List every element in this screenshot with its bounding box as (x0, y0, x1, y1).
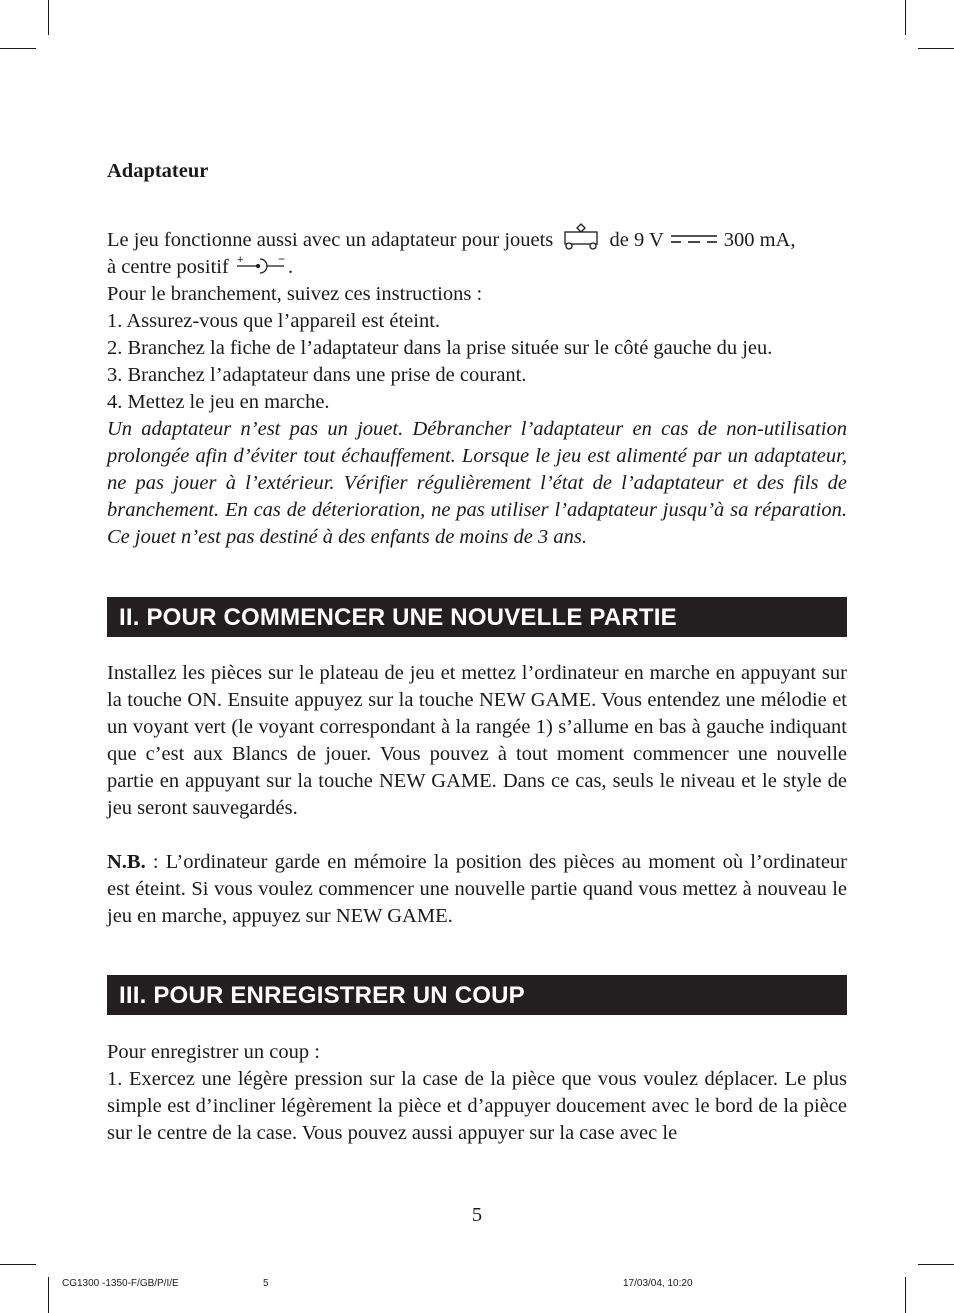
adapter-line-1-text: Le jeu fonctionne aussi avec un adaptateur pour jouets (107, 229, 554, 251)
center-positive-polarity-icon (234, 255, 288, 275)
crop-mark (48, 1277, 49, 1313)
adapter-line-1 (107, 222, 847, 254)
footer-ref: CG1300 -1350-F/GB/P/I/E (62, 1278, 179, 1289)
adapter-period: . (287, 256, 294, 278)
crop-mark (918, 48, 954, 49)
adapter-step: 1. Assurez-vous que l’appareil est éteint. (107, 310, 441, 332)
adapter-step: 2. Branchez la fiche de l’adaptateur dans la prise située sur le côté gauche du jeu. (107, 337, 773, 359)
footer-page: 5 (263, 1278, 269, 1289)
svg-text:−: − (277, 255, 285, 266)
adapter-warning: Un adaptateur n’est pas un jouet. Débrancher l’adaptateur en cas de non-utilisation prolongée afin d’éviter tout échauffement. Lorsque le jeu est alimenté par un adaptateur, ne pas jouer à l’extérieur. Vérifier régulièrement l’état de l’adaptateur et des fils de branchement. En cas de déterioration, ne pas utiliser l’adaptateur jusqu’à sa réparation. Ce jouet n’est pas destiné à des enfants de moins de 3 ans. (107, 418, 847, 548)
adapter-step: 4. Mettez le jeu en marche. (107, 391, 330, 413)
crop-mark (918, 1264, 954, 1265)
section-2-body: Installez les pièces sur le plateau de jeu et mettez l’ordinateur en marche en appuyant sur la touche ON. Ensuite appuyez sur la touche NEW GAME. Vous entendez une mélodie et un voyant vert (le voyant correspondant à la rangée 1) s’allume en bas à gauche indiquant que c’est aux Blancs de jouer. Vous pouvez à tout moment commencer une nouvelle partie en appuyant sur la touche NEW GAME. Dans ce cas, seuls le niveau et le style de jeu seront sauvegardés. (107, 662, 847, 819)
nb-label: N.B. (107, 851, 146, 873)
adapter-intro: Pour le branchement, suivez ces instructions : (107, 283, 483, 305)
crop-mark (48, 0, 49, 35)
adapter-line-2 (107, 254, 847, 281)
dc-current-icon (669, 231, 719, 247)
section-heading: II. POUR COMMENCER UNE NOUVELLE PARTIE (107, 597, 847, 637)
nb-paragraph (107, 849, 847, 930)
adapter-current-text: 300 mA, (723, 229, 796, 251)
page-content (107, 158, 847, 1147)
crop-mark (0, 48, 36, 49)
footer-date: 17/03/04, 10:20 (623, 1278, 693, 1289)
section-heading: III. POUR ENREGISTRER UN COUP (107, 975, 847, 1015)
adapter-heading: Adaptateur (107, 160, 209, 182)
svg-text:+: + (236, 255, 244, 266)
crop-mark (0, 1264, 36, 1265)
page-number: 5 (471, 1204, 483, 1226)
toy-transformer-icon (562, 222, 600, 252)
crop-mark (905, 1277, 906, 1313)
adapter-polarity-text: à centre positif (107, 256, 229, 278)
adapter-voltage-text: de 9 V (609, 229, 664, 251)
crop-mark (905, 0, 906, 35)
nb-text: : L’ordinateur garde en mémoire la position des pièces au moment où l’ordinateur est éteint. Si vous voulez commencer une nouvelle partie quand vous mettez à nouveau le jeu en marche, appuyez sur NEW GAME. (107, 851, 847, 927)
adapter-step: 3. Branchez l’adaptateur dans une prise de courant. (107, 364, 527, 386)
section-3-step-1: 1. Exercez une légère pression sur la case de la pièce que vous voulez déplacer. Le plus simple est d’incliner légèrement la pièce et d’appuyer doucement avec le bord de la pièce sur le centre de la case. Vous pouvez aussi appuyer sur la case avec le (107, 1068, 847, 1144)
section-3-intro: Pour enregistrer un coup : (107, 1041, 320, 1063)
